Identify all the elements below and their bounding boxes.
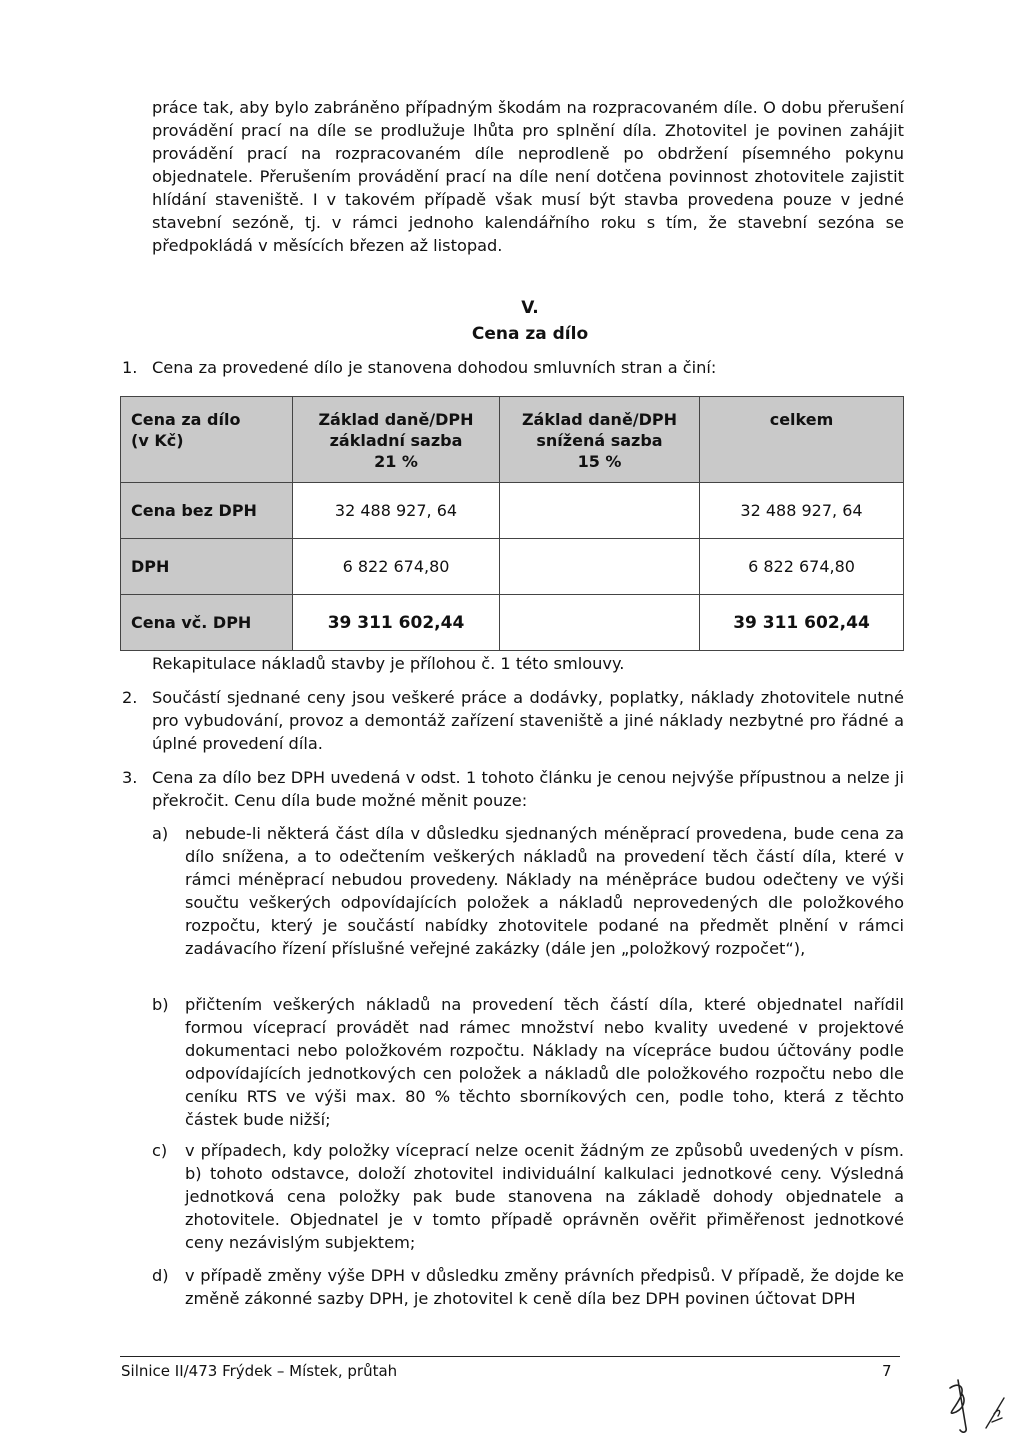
cell-total: 32 488 927, 64 [700, 483, 904, 539]
page-number: 7 [882, 1362, 892, 1380]
header-label-line: (v Kč) [131, 431, 184, 450]
footer-divider [120, 1356, 900, 1357]
cell-basic: 39 311 602,44 [293, 595, 500, 651]
header-cell-total [700, 397, 904, 483]
header-basic-line: základní sazba [329, 431, 463, 450]
cell-reduced [500, 595, 700, 651]
subitem-letter: b) [152, 995, 169, 1014]
handwritten-initials-signature [936, 1368, 1016, 1438]
subitem-text: v případech, kdy položky víceprací nelze ocenit žádným ze způsobů uvedených v písm. b) tohoto odstavce, doloží zhotovitel individuální kalkulaci jednotkové ceny. Výsledná jednotková cena položky pak bude stanovena na základě dohody objednatele a zhotovitele. Objednatel je v tomto případě oprávněn ověřit přiměřenost jednotkové ceny nezávislým subjektem; [185, 1141, 904, 1252]
intro-paragraph: práce tak, aby bylo zabráněno případným škodám na rozpracovaném díle. O dobu přerušení provádění prací na díle se prodlužuje lhůta pro splnění díla. Zhotovitel je povinen zahájit provádění prací na rozpracovaném díle neprodleně po obdržení písemného pokynu objednatele. Přerušením provádění prací na díle není dotčena povinnost zhotovitele zajistit hlídání staveniště. I v takovém případě však musí být stavba provedena pouze v jedné stavební sezóně, tj. v rámci jednoho kalendářního roku s tím, že stavební sezóna se předpokládá v měsících březen až listopad. [152, 98, 904, 255]
item2-text: Součástí sjednané ceny jsou veškeré práce a dodávky, poplatky, náklady zhotovitele nutné pro vybudování, provoz a demontáž zařízení staveniště a jiné náklady nezbytné pro řádné a úplné provedení díla. [152, 688, 904, 753]
cell-total: 39 311 602,44 [700, 595, 904, 651]
price-table-header-row [121, 397, 904, 483]
table-row [121, 483, 904, 539]
header-basic-line: Základ daně/DPH [318, 410, 474, 429]
row-label: Cena vč. DPH [121, 595, 293, 651]
item1-number: 1. [122, 358, 138, 377]
header-reduced-line: 15 % [577, 452, 622, 471]
subitem-text: v případě změny výše DPH v důsledku změny právních předpisů. V případě, že dojde ke změně zákonné sazby DPH, je zhotovitel k ceně díla bez DPH povinen účtovat DPH [185, 1266, 904, 1308]
row-label: DPH [121, 539, 293, 595]
cell-reduced [500, 483, 700, 539]
header-reduced-line: Základ daně/DPH [521, 410, 678, 429]
header-total-line: celkem [769, 410, 834, 429]
cell-reduced [500, 539, 700, 595]
subitem-letter: a) [152, 824, 169, 843]
table-row [121, 595, 904, 651]
header-cell-reduced [500, 397, 700, 483]
header-label-line: Cena za dílo [131, 410, 241, 429]
item3-number: 3. [122, 768, 138, 787]
section-title: Cena za dílo [471, 324, 589, 344]
recap-text: Rekapitulace nákladů stavby je přílohou č. 1 této smlouvy. [152, 654, 625, 673]
footer-project: Silnice II/473 Frýdek – Místek, průtah [121, 1362, 398, 1380]
table-row [121, 539, 904, 595]
subitem-letter: d) [152, 1266, 169, 1285]
price-table [120, 396, 904, 651]
subitem-text: nebude-li některá část díla v důsledku sjednaných méněprací provedena, bude cena za dílo snížena, a to odečtením veškerých nákladů na provedení těch částí díla, které v rámci méněprací nebudou provedeny. Náklady na méněpráce budou odečteny ve výši součtu veškerých odpovídajících položek a nákladů neprovedených dle položkového rozpočtu, který je součástí nabídky zhotovitele podané na předmět plnění v rámci zadávacího řízení příslušné veřejné zakázky (dále jen „položkový rozpočet“), [185, 824, 904, 958]
subitem-text: přičtením veškerých nákladů na provedení těch částí díla, které objednatel nařídil formou víceprací provádět nad rámec množství nebo kvality uvedené v projektové dokumentaci nebo položkovém rozpočtu. Náklady na vícepráce budou účtovány podle odpovídajících jednotkových cen položek a nákladů dle položkového rozpočtu nebo dle ceníku RTS ve výši max. 80 % těchto sborníkových cen, podle toho, která z těchto částek bude nižší; [185, 995, 904, 1129]
header-cell-basic [293, 397, 500, 483]
cell-total: 6 822 674,80 [700, 539, 904, 595]
item2-number: 2. [122, 688, 138, 707]
row-label: Cena bez DPH [121, 483, 293, 539]
header-cell-label [121, 397, 293, 483]
header-basic-line: 21 % [374, 452, 418, 471]
subitem-letter: c) [152, 1141, 168, 1160]
item3-text: Cena za dílo bez DPH uvedená v odst. 1 tohoto článku je cenou nejvýše přípustnou a nelze ji překročit. Cenu díla bude možné měnit pouze: [152, 768, 904, 810]
section-number: V. [521, 298, 539, 318]
cell-basic: 6 822 674,80 [293, 539, 500, 595]
item1-text: Cena za provedené dílo je stanovena dohodou smluvních stran a činí: [152, 358, 717, 377]
header-reduced-line: snížená sazba [536, 431, 663, 450]
cell-basic: 32 488 927, 64 [293, 483, 500, 539]
